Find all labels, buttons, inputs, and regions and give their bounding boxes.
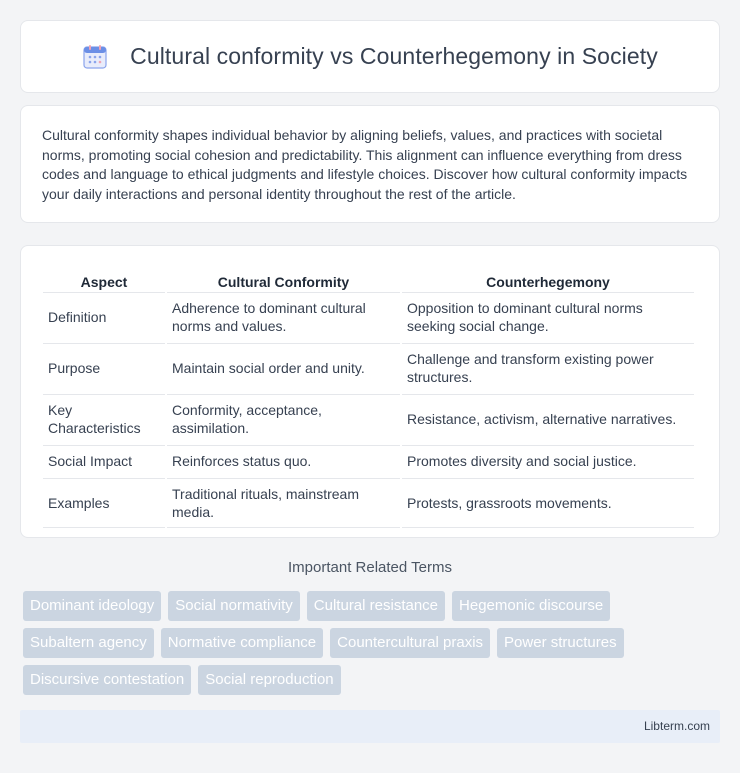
row-aspect: Examples bbox=[43, 478, 165, 528]
table-row bbox=[43, 445, 694, 476]
table-row bbox=[43, 394, 694, 443]
row-conformity: Conformity, acceptance, assimilation. bbox=[167, 394, 400, 443]
calendar-icon bbox=[82, 44, 108, 70]
related-term-tag[interactable]: Dominant ideology bbox=[23, 591, 161, 621]
row-conformity: Reinforces status quo. bbox=[167, 445, 400, 476]
footer-site-link[interactable]: Libterm.com bbox=[643, 719, 710, 733]
header-cultural-conformity: Cultural Conformity bbox=[217, 274, 350, 290]
related-terms-list bbox=[23, 591, 723, 702]
row-conformity: Traditional rituals, mainstream media. bbox=[167, 478, 400, 528]
intro-card bbox=[20, 105, 720, 223]
comparison-table bbox=[41, 266, 696, 530]
header-aspect: Aspect bbox=[80, 274, 128, 290]
related-term-tag[interactable]: Social normativity bbox=[168, 591, 300, 621]
row-conformity: Maintain social order and unity. bbox=[167, 343, 400, 392]
row-aspect: Key Characteristics bbox=[43, 394, 165, 443]
related-term-tag[interactable]: Subaltern agency bbox=[23, 628, 154, 658]
page-title: Cultural conformity vs Counterhegemony in Society bbox=[130, 43, 658, 69]
related-terms-heading: Important Related Terms bbox=[288, 559, 452, 576]
row-aspect: Social Impact bbox=[43, 445, 165, 476]
footer bbox=[20, 710, 720, 743]
comparison-card bbox=[20, 245, 720, 538]
related-term-tag[interactable]: Normative compliance bbox=[161, 628, 323, 658]
row-counterhegemony: Promotes diversity and social justice. bbox=[402, 445, 694, 476]
related-term-tag[interactable]: Hegemonic discourse bbox=[452, 591, 610, 621]
related-term-tag[interactable]: Cultural resistance bbox=[307, 591, 445, 621]
table-row bbox=[43, 343, 694, 392]
table-row bbox=[43, 478, 694, 528]
row-counterhegemony: Opposition to dominant cultural norms seeking social change. bbox=[402, 292, 694, 341]
row-aspect: Purpose bbox=[43, 343, 165, 392]
row-conformity: Adherence to dominant cultural norms and values. bbox=[167, 292, 400, 341]
related-term-tag[interactable]: Power structures bbox=[497, 628, 624, 658]
header-counterhegemony: Counterhegemony bbox=[486, 274, 610, 290]
row-counterhegemony: Protests, grassroots movements. bbox=[402, 478, 694, 528]
intro-text: Cultural conformity shapes individual behavior by aligning beliefs, values, and practices with societal norms, promoting social cohesion and predictability. This alignment can influence everything from dress codes and language to ethical judgments and lifestyle choices. Discover how cultural conformity impacts your daily interactions and personal identity throughout the rest of the article. bbox=[42, 127, 688, 202]
related-term-tag[interactable]: Countercultural praxis bbox=[330, 628, 490, 658]
related-term-tag[interactable]: Discursive contestation bbox=[23, 665, 191, 695]
title-card bbox=[20, 20, 720, 93]
row-aspect: Definition bbox=[43, 292, 165, 341]
related-term-tag[interactable]: Social reproduction bbox=[198, 665, 340, 695]
row-counterhegemony: Challenge and transform existing power structures. bbox=[402, 343, 694, 392]
table-row bbox=[43, 292, 694, 341]
table-header-row bbox=[43, 268, 694, 290]
row-counterhegemony: Resistance, activism, alternative narratives. bbox=[402, 394, 694, 443]
